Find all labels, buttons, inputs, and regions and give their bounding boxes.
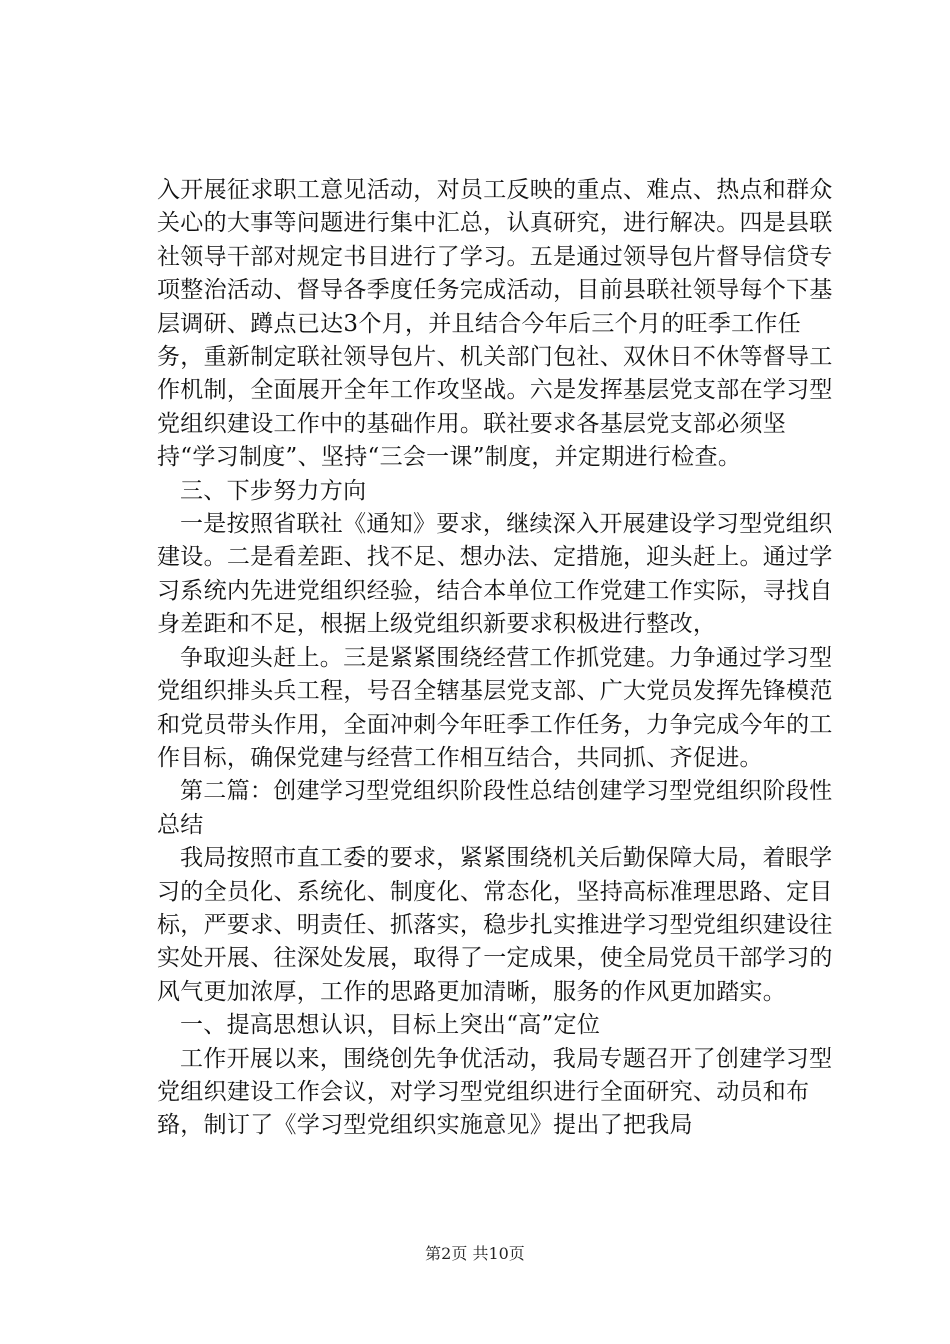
section-heading-raise-awareness: 一、提高思想认识，目标上突出“高”定位 bbox=[180, 1012, 601, 1039]
page-footer: 第2页 共10页 bbox=[425, 1244, 525, 1263]
chapter-title-second: 第二篇：创建学习型党组织阶段性总结创建学习型党组织阶段性总结 bbox=[157, 778, 833, 838]
paragraph-continuation: 入开展征求职工意见活动，对员工反映的重点、难点、热点和群众关心的大事等问题进行集中汇总，认真研究，进行解决。四是县联社领导干部对规定书目进行了学习。五是通过领导包片督导信贷专项整治活动、督导各季度任务完成活动，目前县联社领导每个下基层调研、蹲点已达3个月，并且结合今年后三个月的旺季工作任务，重新制定联社领导包片、机关部门包社、双休日不休等督导工作机制，全面展开全年工作攻坚战。六是发挥基层党支部在学习型党组织建设工作中的基础作用。联社要求各基层党支部必须坚持“学习制度”、坚持“三会一课”制度，并定期进行检查。 bbox=[157, 177, 833, 471]
document-body bbox=[157, 174, 837, 1143]
paragraph-next-steps: 一是按照省联社《通知》要求，继续深入开展建设学习型党组织建设。二是看差距、找不足、想办法、定措施，迎头赶上。通过学习系统内先进党组织经验，结合本单位工作党建工作实际，寻找自身差距和不足，根据上级党组织新要求积极进行整改， bbox=[157, 511, 833, 638]
section-heading-next-steps: 三、下步努力方向 bbox=[180, 477, 367, 504]
paragraph-intro: 我局按照市直工委的要求，紧紧围绕机关后勤保障大局，着眼学习的全员化、系统化、制度化、常态化，坚持高标准理思路、定目标，严要求、明责任、抓落实，稳步扎实推进学习型党组织建设往实处开展、往深处发展，取得了一定成果，使全局党员干部学习的风气更加浓厚，工作的思路更加清晰，服务的作风更加踏实。 bbox=[157, 845, 833, 1005]
paragraph-next-steps-continued: 争取迎头赶上。三是紧紧围绕经营工作抓党建。力争通过学习型党组织排头兵工程，号召全辖基层党支部、广大党员发挥先锋模范和党员带头作用，全面冲刺今年旺季工作任务，力争完成今年的工作目标，确保党建与经营工作相互结合，共同抓、齐促进。 bbox=[157, 644, 833, 771]
paragraph-work-progress: 工作开展以来，围绕创先争优活动，我局专题召开了创建学习型党组织建设工作会议，对学习型党组织进行全面研究、动员和布臵，制订了《学习型党组织实施意见》提出了把我局 bbox=[157, 1045, 833, 1139]
